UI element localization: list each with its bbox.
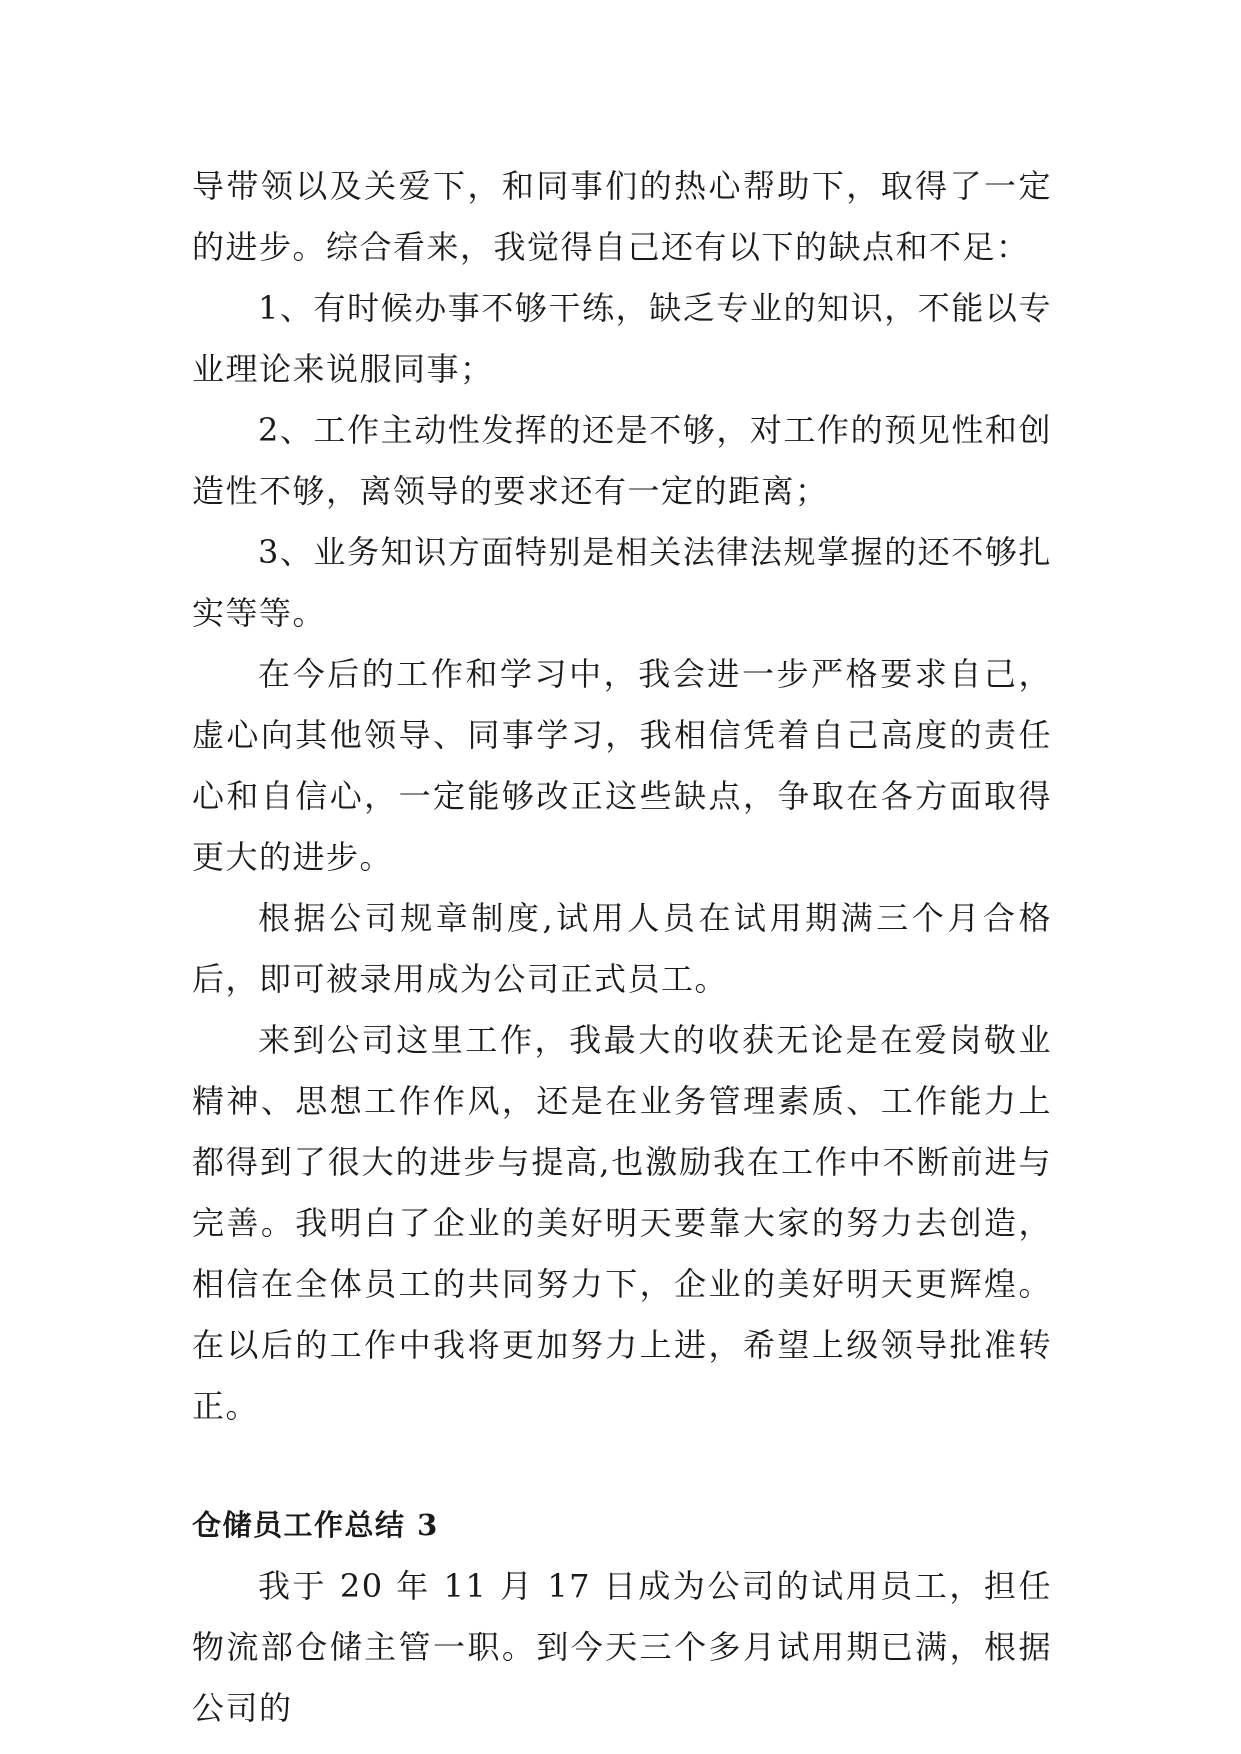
document-page [192,156,1052,1739]
section-heading: 仓储员工作总结 3 [192,1508,439,1542]
list-item: 2、工作主动性发挥的还是不够，对工作的预见性和创造性不够，离领导的要求还有一定的距离； [192,411,1052,510]
paragraph: 我于 20 年 11 月 17 日成为公司的试用员工，担任物流部仓储主管一职。到今天三个多月试用期已满，根据公司的 [192,1567,1052,1727]
paragraph: 导带领以及关爱下，和同事们的热心帮助下，取得了一定的进步。综合看来，我觉得自己还有以下的缺点和不足： [192,167,1052,266]
paragraph: 来到公司这里工作，我最大的收获无论是在爱岗敬业精神、思想工作作风，还是在业务管理素质、工作能力上都得到了很大的进步与提高,也激励我在工作中不断前进与完善。我明白了企业的美好明天要靠大家的努力去创造，相信在全体员工的共同努力下，企业的美好明天更辉煌。在以后的工作中我将更加努力上进，希望上级领导批准转正。 [192,1021,1052,1425]
paragraph: 根据公司规章制度,试用人员在试用期满三个月合格后，即可被录用成为公司正式员工。 [192,899,1052,998]
paragraph: 在今后的工作和学习中，我会进一步严格要求自己，虚心向其他领导、同事学习，我相信凭着自己高度的责任心和自信心，一定能够改正这些缺点，争取在各方面取得更大的进步。 [192,655,1052,876]
list-item: 1、有时候办事不够干练，缺乏专业的知识，不能以专业理论来说服同事； [192,289,1052,388]
list-item: 3、业务知识方面特别是相关法律法规掌握的还不够扎实等等。 [192,533,1052,632]
